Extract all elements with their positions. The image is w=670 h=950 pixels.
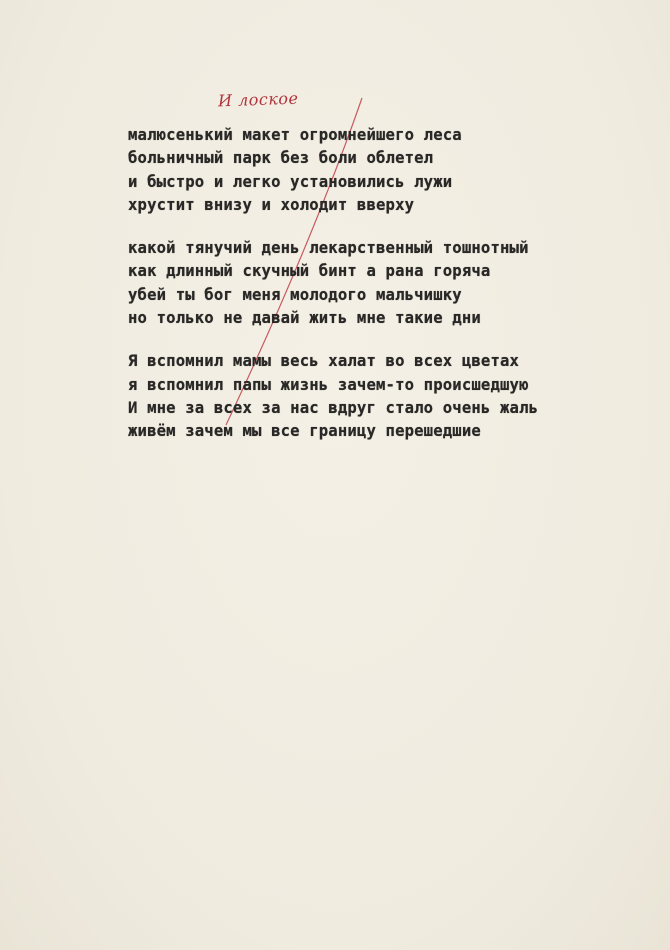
poem-line: хрустит внизу и холодит вверху	[128, 195, 415, 214]
poem-line: малюсенький макет огромнейшего леса	[128, 126, 462, 144]
poem-line: И мне за всех за нас вдруг стало очень жаль	[128, 398, 539, 417]
poem-line: как длинный скучный бинт а рана горяча	[128, 262, 491, 281]
poem-line: я вспомнил папы жизнь зачем-то происшедшую	[128, 375, 529, 394]
poem-line: какой тянучий день лекарственный тошнотный	[128, 239, 529, 258]
poem-line: и быстро и легко установились лужи	[128, 172, 453, 191]
poem-line: но только не давай жить мне такие дни	[128, 309, 481, 328]
handwritten-note: И лоское	[217, 88, 299, 111]
poem-line: Я вспомнил мамы весь халат во всех цветах	[128, 352, 520, 371]
stanza-3	[128, 350, 648, 443]
poem-text	[128, 124, 648, 464]
stanza-1	[128, 124, 648, 217]
stanza-2	[128, 237, 648, 330]
poem-line: убей ты бог меня молодого мальчишку	[128, 285, 462, 304]
poem-line: живём зачем мы все границу перешедшие	[128, 422, 481, 441]
poem-line: больничный парк без боли облетел	[128, 149, 434, 168]
